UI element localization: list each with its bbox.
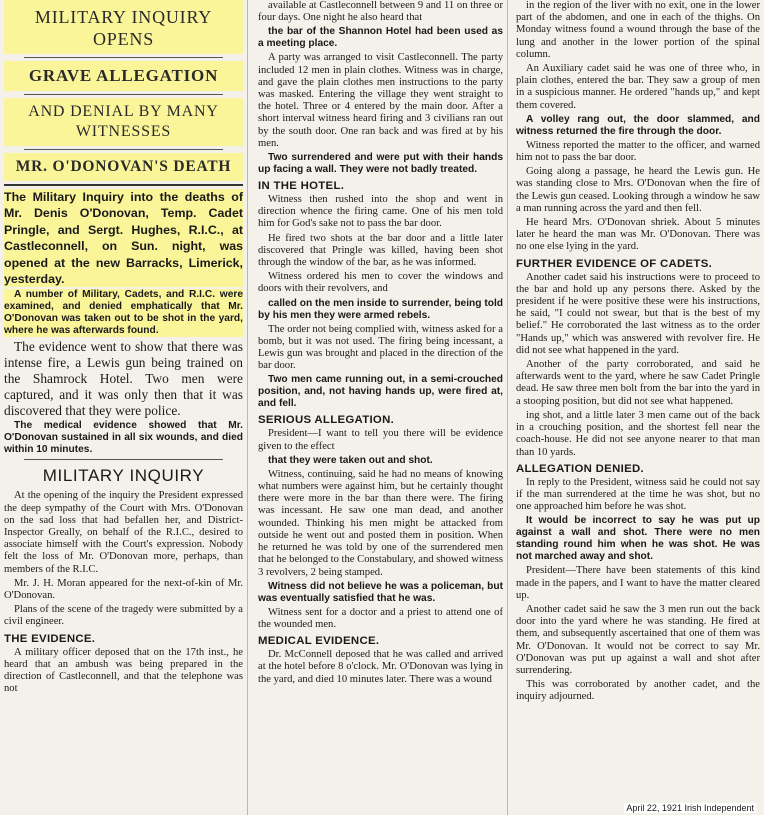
subheading: SERIOUS ALLEGATION.: [258, 414, 395, 427]
paragraph: An Auxiliary cadet said he was one of three who, in plain clothes, entered the bar. They saw a group of men in a suspicious manner. He ordered "hands up," and kept them covered.: [516, 63, 760, 111]
paragraph: This was corroborated by another cadet, and the inquiry adjourned.: [516, 679, 760, 703]
paragraph: President—There have been statements of this kind made in the papers, and I want to have the matter cleared up.: [516, 565, 760, 601]
paragraph: Mr. J. H. Moran appeared for the next-of-kin of Mr. O'Donovan.: [4, 577, 243, 602]
subheading: FURTHER EVIDENCE OF CADETS.: [516, 257, 713, 270]
paragraph: Another of the party corroborated, and said he afterwards went to the yard, where he saw Cadet Pringle dead. He saw three men bolt from the bar into the yard in a stooping position, but did not see what happened.: [516, 359, 760, 407]
paragraph: Another cadet said he saw the 3 men run out the back door into the yard where he was standing. He fired at them, and subsequently ascertained that one of them was Mr. O'Donovan. It would not be correct to say Mr. O'Donovan was put up against a wall and shot after surrendering.: [516, 603, 760, 676]
paragraph: in the region of the liver with no exit, one in the lower part of the abdomen, and one in each of the thighs. On Monday witness found a wound through the base of the lung and another in the lower portion of the spinal column.: [516, 0, 760, 60]
paragraph: A party was arranged to visit Castleconnell. The party included 12 men in plain clothes. Witness was in charge, and gave the plain clothes men instructions to the party was masked. Entering the village they went straight to the hotel. Three or 4 entered by the main door. After a short interval witness heard firing and 3 civilians ran out by the south door. One ran back and was fired at by his men.: [258, 52, 503, 149]
paragraph: that they were taken out and shot.: [268, 454, 433, 466]
paragraph: A number of Military, Cadets, and R.I.C. were examined, and denied emphatically that Mr. O'Donovan was taken out to be shot in the yard, where he was afterwards found.: [4, 289, 243, 337]
paragraph: The order not being complied with, witness asked for a bomb, but it was not used. The firing being incessant, a Lewis gun was brought and placed in the direction of the bar door.: [258, 323, 503, 372]
paragraph: A military officer deposed that on the 17th inst., he heard that an ambush was being prepared in the direction of Castleconnell, and that the telephone was not: [4, 646, 243, 695]
subheading: ALLEGATION DENIED.: [516, 462, 644, 475]
lead-paragraph: The Military Inquiry into the deaths of Mr. Denis O'Donovan, Temp. Cadet Pringle, and Sergt. Hughes, R.I.C., at Castleconnell, on Sun. night, was opened at the new Barracks, Limerick, yesterday.: [4, 190, 243, 287]
paragraph: President—I want to tell you there will be evidence given to the effect: [258, 428, 503, 452]
headline-3: AND DENIAL BY MANY WITNESSES: [4, 98, 243, 146]
paragraph: available at Castleconnell between 9 and 11 on three or four days. One night he also heard that: [258, 0, 503, 24]
paragraph: Witness sent for a doctor and a priest to attend one of the wounded men.: [258, 606, 503, 630]
divider: [24, 57, 223, 58]
paragraph: called on the men inside to surrender, being told by his men they were armed rebels.: [258, 297, 503, 321]
section-heading: MILITARY INQUIRY: [42, 466, 205, 486]
paragraph: Witness reported the matter to the officer, and warned him not to pass the bar door.: [516, 139, 760, 164]
divider: [4, 184, 243, 186]
subheading: IN THE HOTEL.: [258, 180, 345, 193]
subheading: MEDICAL EVIDENCE.: [258, 635, 380, 648]
subheading: THE EVIDENCE.: [4, 632, 96, 645]
paragraph: Another cadet said his instructions were to proceed to the bar and hold up any persons there. Asked by the president if he were positive these were his instructions, he said, "I could not swear, but that is the best of my belief." He corroborated the last witness as to the order "Hands up," which was answered with revolver fire. He did not see what happened in the yard.: [516, 271, 760, 356]
column-3: [512, 0, 764, 815]
paragraph: Dr. McConnell deposed that he was called and arrived at the hotel before 8 o'clock. Mr. O'Donovan was lying in the yard, and died 10 minutes later. There was a wound: [258, 649, 503, 685]
divider: [24, 94, 223, 95]
paragraph: The evidence went to show that there was intense fire, a Lewis gun being trained on the Shamrock Hotel. Two men were captured, and it was only then that it was discovered that they were police.: [4, 339, 243, 418]
headline-2: GRAVE ALLEGATION: [4, 61, 243, 91]
paragraph: The medical evidence showed that Mr. O'Donovan sustained in all six wounds, and died within 10 minutes.: [4, 420, 243, 456]
paragraph: Witness, continuing, said he had no means of knowing what numbers were against him, but he certainly thought there were more in the bar than there were. The firing was incessant. He saw one man dead, and another wounded. Thinking his men might be attacked from outside he went out and posted them in position. When he returned he was told by one of the surrendered men that he belonged to the Constabulary, and showed witness 3 revolvers, 2 being stamped.: [258, 468, 503, 578]
paragraph: A volley rang out, the door slammed, and witness returned the fire through the door.: [516, 113, 760, 137]
paragraph: At the opening of the inquiry the President expressed the deep sympathy of the Court with Mrs. O'Donovan on the sad loss that had befallen her, and District-Inspector Greally, on behalf of the R.I.C., desired to associate himself with the Court's expression. Nobody felt the loss of Mr. O'Donovan more, perhaps, than members of the R.I.C.: [4, 490, 243, 575]
paragraph: He fired two shots at the bar door and a little later discovered that Pringle was killed, having been shot through the window of the bar, as he was informed.: [258, 232, 503, 269]
paragraph: Witness then rushed into the shop and went in direction whence the firing came. One of his men told him for God's sake not to pass the bar door.: [258, 194, 503, 230]
paragraph: Two men came running out, in a semi-crouched position, and, not having hands up, were fired at, and fell.: [258, 374, 503, 410]
paragraph: ing shot, and a little later 3 men came out of the back in a crouching position, and the shortest fell near the coach-house. He did not see anyone nearer to that man than 10 yards.: [516, 409, 760, 458]
paragraph: Plans of the scene of the tragedy were submitted by a civil engineer.: [4, 604, 243, 628]
paragraph: Two surrendered and were put with their hands up facing a wall. They were not badly treated.: [258, 152, 503, 176]
paragraph: Going along a passage, he heard the Lewis gun. He was standing close to Mrs. O'Donovan when the fire of the Lewis gun ceased. Looking through a window he saw a man running across the yard and then fell.: [516, 166, 760, 214]
paragraph: Witness ordered his men to cover the windows and doors with their revolvers, and: [258, 271, 503, 295]
divider: [24, 459, 223, 460]
source-caption: April 22, 1921 Irish Independent: [626, 803, 754, 813]
paragraph: the bar of the Shannon Hotel had been used as a meeting place.: [258, 26, 503, 50]
paragraph: In reply to the President, witness said he could not say if the man surrendered at the time he was shot, but no one approached him before he was shot.: [516, 476, 760, 513]
paragraph: He heard Mrs. O'Donovan shriek. About 5 minutes later he heard the man was Mr. O'Donovan. There was no one else lying in the yard.: [516, 217, 760, 253]
divider: [24, 149, 223, 150]
column-1: [0, 0, 248, 815]
paragraph: It would be incorrect to say he was put up against a wall and shot. There were no men standing round him when he was shot. He was not marched away and shot.: [516, 515, 760, 563]
headline-4: MR. O'DONOVAN'S DEATH: [4, 153, 243, 181]
headline-1: MILITARY INQUIRY OPENS: [4, 0, 243, 54]
paragraph: Witness did not believe he was a policeman, but was eventually satisfied that he was.: [258, 580, 503, 604]
column-2: [254, 0, 508, 815]
